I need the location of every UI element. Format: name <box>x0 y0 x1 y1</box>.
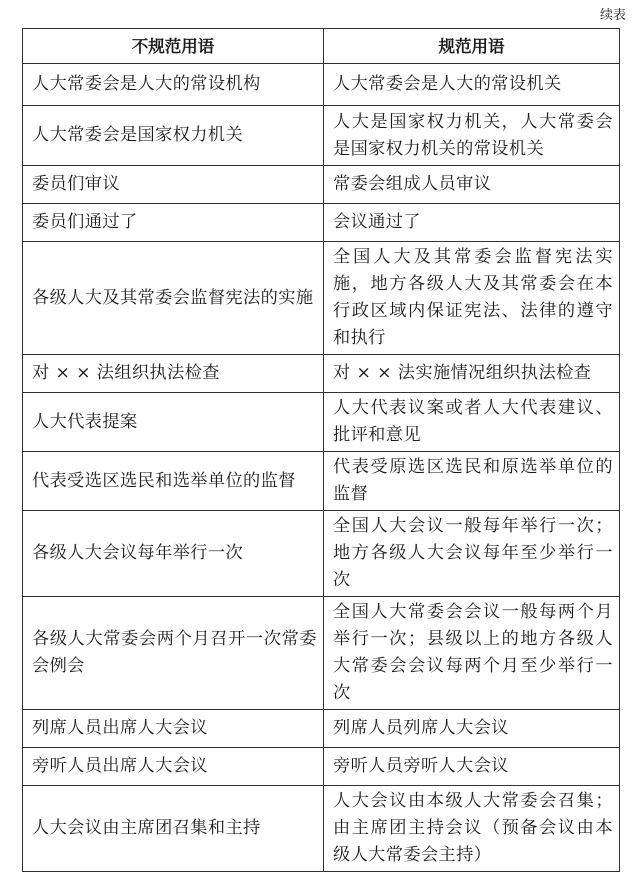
nonstandard-term: 委员们通过了 <box>23 204 324 242</box>
table-row <box>23 710 620 748</box>
nonstandard-term: 旁听人员出席人大会议 <box>23 748 324 786</box>
header-standard: 规范用语 <box>324 29 620 64</box>
table-row <box>23 393 620 452</box>
table-header-row <box>23 29 620 64</box>
standard-term: 会议通过了 <box>324 204 620 242</box>
nonstandard-term: 代表受选区选民和选举单位的监督 <box>23 452 324 511</box>
table-row <box>23 786 620 872</box>
nonstandard-term: 各级人大会议每年举行一次 <box>23 511 324 597</box>
standard-term: 对 × × 法实施情况组织执法检查 <box>324 355 620 393</box>
nonstandard-term: 列席人员出席人大会议 <box>23 710 324 748</box>
standard-term: 全国人大及其常委会监督宪法实施，地方各级人大及其常委会在本行政区域内保证宪法、法律的遵守和执行 <box>324 242 620 355</box>
standard-term: 常委会组成人员审议 <box>324 166 620 204</box>
standard-term: 列席人员列席人大会议 <box>324 710 620 748</box>
nonstandard-term: 各级人大常委会两个月召开一次常委会例会 <box>23 597 324 710</box>
standard-term: 人大常委会是人大的常设机关 <box>324 64 620 106</box>
table-row <box>23 204 620 242</box>
nonstandard-term: 人大会议由主席团召集和主持 <box>23 786 324 872</box>
table-row <box>23 511 620 597</box>
table-row <box>23 166 620 204</box>
terminology-table <box>22 28 620 872</box>
table-row <box>23 64 620 106</box>
nonstandard-term: 人大常委会是国家权力机关 <box>23 106 324 166</box>
standard-term: 旁听人员旁听人大会议 <box>324 748 620 786</box>
standard-term: 人大代表议案或者人大代表建议、批评和意见 <box>324 393 620 452</box>
nonstandard-term: 委员们审议 <box>23 166 324 204</box>
standard-term: 人大是国家权力机关，人大常委会是国家权力机关的常设机关 <box>324 106 620 166</box>
table-row <box>23 452 620 511</box>
table-row <box>23 355 620 393</box>
standard-term: 代表受原选区选民和原选举单位的监督 <box>324 452 620 511</box>
table-row <box>23 597 620 710</box>
nonstandard-term: 各级人大及其常委会监督宪法的实施 <box>23 242 324 355</box>
nonstandard-term: 人大常委会是人大的常设机构 <box>23 64 324 106</box>
standard-term: 全国人大会议一般每年举行一次；地方各级人大会议每年至少举行一次 <box>324 511 620 597</box>
nonstandard-term: 对 × × 法组织执法检查 <box>23 355 324 393</box>
table-row <box>23 748 620 786</box>
header-nonstandard: 不规范用语 <box>23 29 324 64</box>
table-row <box>23 242 620 355</box>
standard-term: 人大会议由本级人大常委会召集；由主席团主持会议（预备会议由本级人大常委会主持） <box>324 786 620 872</box>
nonstandard-term: 人大代表提案 <box>23 393 324 452</box>
table-row <box>23 106 620 166</box>
continued-label: 续表 <box>599 8 626 23</box>
standard-term: 全国人大常委会会议一般每两个月举行一次；县级以上的地方各级人大常委会会议每两个月至少举行一次 <box>324 597 620 710</box>
